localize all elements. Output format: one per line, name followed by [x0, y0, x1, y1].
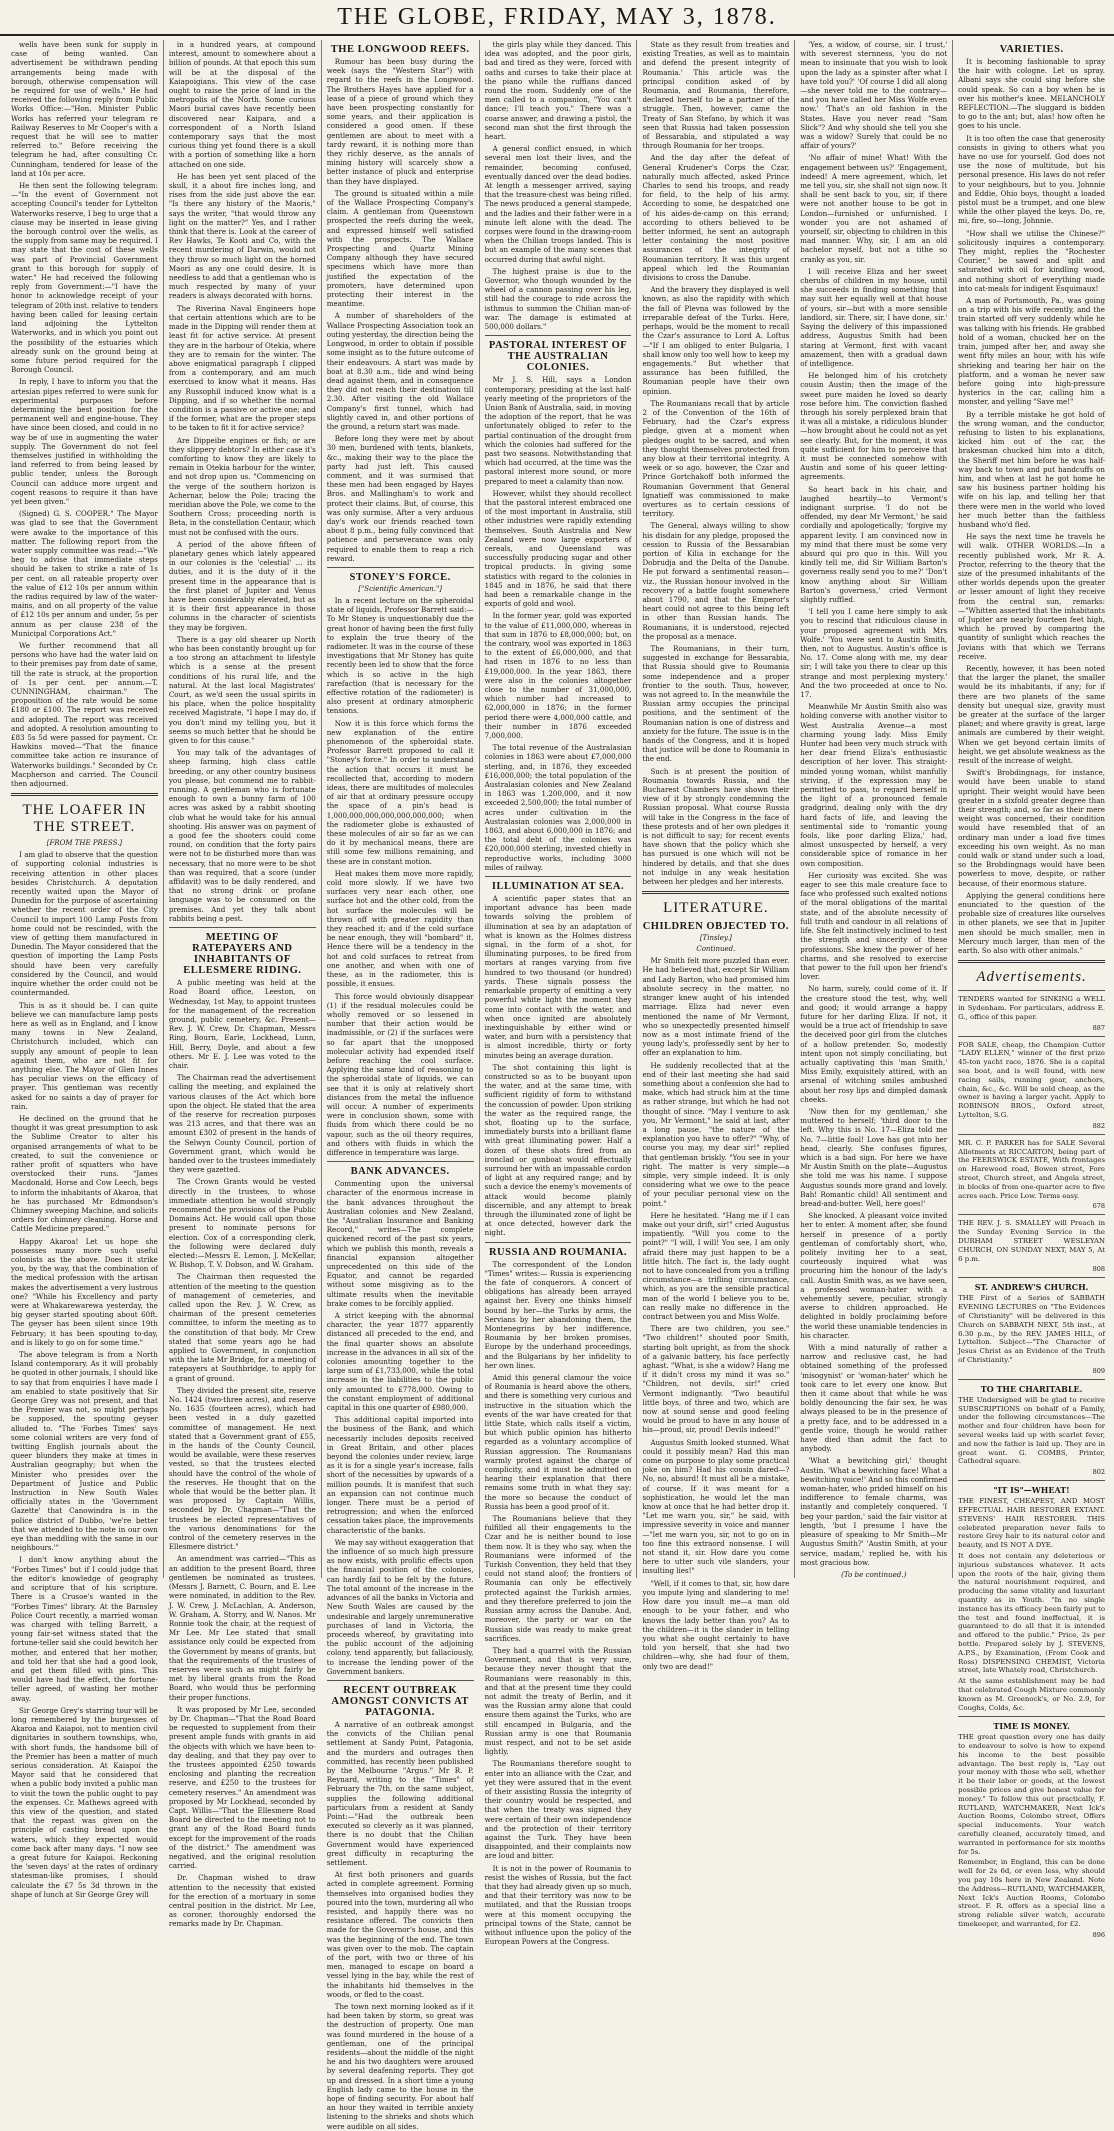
paragraph: And the bravery they displayed is well known, as also the rapidity with which the fall of Plevna was followed by the irreparable defeat of the Turks. Here, perhaps, would be the moment to recall the Czar's assurance to Lord A. Loftus—"If I am obliged to enter Bulgaria, I shall know only too well how to keep my engagements." But whether that assurance has been fulfilled, the Roumanian people have their own opinion. — [642, 285, 790, 396]
columns — [6, 40, 1110, 2131]
paragraph: He belonged him of his crotchety cousin Austin; then the image of the sweet pure maiden he loved so dearly rose before him. The conviction flashed through his sorely perplexed brain that it was all a mistake, a ridiculous blunder—how brought about he could not as yet see clearly. But, for the moment, it was quite sufficient for him to perceive that it must be connected somehow with Austin and some of his queer letting-agreements. — [800, 371, 948, 482]
paragraph: A period of the above fifteen of planetary genes which lately appeared in our colonies is the 'celestial' ... its duties, and it is the duty of it the present time in the appearance that is the first planet of Jupiter and Venus have been considerably elevated, but as it is their first appearance in those columns in the character of scientists they may be forgiven. — [168, 539, 316, 632]
article-heading-illumination: ILLUMINATION AT SEA. — [491, 881, 625, 893]
article-heading-loafer: THE LOAFER IN THE STREET. — [22, 802, 147, 836]
paragraph: Mr J. S. Hill, says a London contemporary, presiding at the last half-yearly meeting of the proprietors of the Union Bank of Australia, said, in moving the adoption of the report, that he was unfortunately obliged to refer to the partial continuation of the drought from which the colonies had suffered for the past two seasons. Notwithstanding that which had occurred, at the time was the pastoral interest more sound, or more prepared to meet a calamity than now. — [484, 375, 632, 486]
paragraph: However, whilst they should recollect that the pastoral interest embraced one of the most important in Australia, still other industries were rapidly extending themselves. South Australia and New Zealand were now large exporters of cereals, and Queensland was successfully producing sugar and other tropical products. In giving some statistics with regard to the colonies in 1845 and in 1876, he said that there had been a remarkable change in the exports of gold and wool. — [484, 488, 632, 609]
paragraph: I will receive Eliza and her sweet cherubs of children in my house, until she succeeds in finding something that may suit her equally well at that house of yours, sir—but with a more sensible landlord, sir. There, sir, I have done, sir.' Saying the delivery of this impassioned address, Augustus Smith had been staring at Vermont, first with vacant amazement, then with a gradual dawn of intelligence. — [800, 266, 948, 368]
paragraph: He says the next time he travels he will walk. OTHER WORLDS.—In a recently published work, Mr R. A. Proctor, referring to the theory that the size of the presumed inhabitants of the other worlds depends upon the greater or lesser amount of light they receive from the central sun, remarks:—"Whitten asserted that the inhabitants of Jupiter are nearly fourteen feet high, which he proved by comparing the quantity of sunlight which reaches the Jovians with that which we Terrans receive. — [958, 532, 1106, 661]
article-heading-bank: BANK ADVANCES. — [350, 1166, 450, 1178]
ad-number: 802 — [1092, 1468, 1106, 1477]
paragraph: The ground is situated within a mile of the Wallace Prospecting Company's claim. A gentleman from Queenstown prospected the reefs during the week, and expressed himself well satisfied with the prospects. The Wallace Prospecting and Quartz Mining Company although they have secured specimens which have more than justified the expectation of the promoters, have determined upon protecting their interest in the meantime. — [326, 188, 474, 309]
ad-number: 678 — [1092, 1202, 1106, 1211]
masthead — [0, 0, 1114, 36]
paragraph: He then sent the following telegram:—"In the event of Government not accepting Council's tender for Lyttelton Waterworks reserve, I beg to urge that a clause may be inserted in lease giving the borough control over the wells, as the supply from same may be required. I may state that the cost of these wells was part of Provincial Government grant to this borough for supply of water." He had received the following reply from Government:—"I have the honor to acknowledge receipt of your telegram of 20th inst. relative to tenders having been called for leasing certain land adjoining the Lyttelton Waterworks, and in which you point out the possibility of the estuaries which already sunk on the ground being at some future period required for the Borough Council. — [11, 181, 158, 375]
paragraph: Such is at present the position of Roumania towards Russia, and the Bucharest Chambers have shown their view of it by strongly condemning the Russian proposal. What course Russia will take in the Congress in the face of these protests and of her own pledges it is not difficult to say; for recent events have shown that the policy which she has pursued is one which will not be hindered by details, and that she does not indulge in any weak hesitation between her pledges and her interests. — [642, 766, 790, 887]
ad-number: 882 — [1092, 1121, 1106, 1130]
paragraph: He suddenly recollected that at the end of their last meeting she had said something about a confession she had to make, which had struck him at the time as rather strange, but which he had not thought of since. "May I venture to ask you, Mr Vermont," he said at last, after a long pause, "the nature of the explanation you have to offer?" "Why, of course you may, my dear sir!" replied that gentleman briskly. "You see in your right. The matter is very simple—a simple, very simple indeed. It is only considering what we owe to the peace of your peculiar personal view on the point." — [642, 1060, 790, 1208]
paragraph: The Roumanians therefore sought to enter into an alliance with the Czar, and yet they were assured that in the event of their assisting Russia the integrity of their country would be respected, and that when the treaty was signed they were certain of their own independence and the protection of their territory against the Turk. They have been disappointed, and their complaints now are loud and bitter. — [484, 1759, 632, 1861]
paragraph: In a recent lecture on the spheroidal state of liquids, Professor Barrett said:—To Mr Stoney is unquestionably due the great honor of having been the first fully to explain the true theory of the radiometer. It was in the course of these investigations that Mr Stoney has quite recently been led to show that the force which is so active in the high rarefaction (that is necessary for the effective rotation of the radiometer) is also present at ordinary atmospheric tensions. — [326, 595, 474, 716]
to-be-continued: (To be continued.) — [841, 1569, 907, 1579]
paragraph: The Roumanians recall that by article 2 of the Convention of the 16th of February, had the Czar's express pledge, given at a moment when pledges ought to be sacred, and when they thought themselves protected from any blow at their territorial integrity. A week or so ago, however, the Czar and Prince Gortchakoff both informed the Roumanian Government that General Ignatieff was commissioned to make overtures as to certain cessions of territory. — [642, 398, 790, 519]
article-continued: Continued. — [696, 945, 736, 954]
paragraph: A man of Portsmouth, Pa., was going on a trip with his wife recently, and the train started off very suddenly while he was talking with his friends. He grabbed hold of a woman, chucked her on the train, jumped after her, and away she went fifty miles an hour, with his wife shrieking and tearing her hair on the platform, and a woman he never saw before going into high-pressure hysterics in the car, calling him a monster, and yelling "Save me!" — [958, 296, 1106, 407]
advertisement: THE REV. J. S. SMALLEY will Preach in the Sunday Evening Service in the DURHAM STREET WESLEYAN CHURCH, ON SUNDAY NEXT, MAY 5, At 6 p.m. — [958, 1219, 1106, 1263]
section-heading-varieties: VARIETIES. — [999, 44, 1064, 55]
article-source: ["Scientific American."] — [358, 584, 442, 593]
paragraph: In reply, I have to inform you that the artesian pipes referred to were sunk for experimental purposes before determining the best position for the permanent well and engine-house. They have since been closed, and could in no way be of use in augmenting the water supply. The Government do not feel themselves justified in withholding the land referred to from being leased by public tender, unless the Borough Council can adduce more urgent and cogent reasons to require it than have yet been given." — [11, 377, 158, 506]
paragraph: There is a gay old shearer up North who has been constantly brought up for a too strong an attachment to lifestyle which is a sense at the present conditions of his rural life, and the natural. At the last local Magistrates' Court, as we'd seen the usual spirits in his place, when the police hospitality received Magistrate, "I hope I may do, if you don't mind my telling you, but it seems so much better that he should be given to for this cause." — [168, 634, 316, 746]
advertisement: At the same establishment may be had that celebrated Cough Mixture commonly known as M. Greenock's, or No. 2.9, for Coughs, Colds, &c. — [958, 1677, 1106, 1712]
paragraph: Meanwhile Mr Austin Smith also was holding converse with another visitor to West Australia Avenue—a most charming young lady. Miss Emily Hunter had been very much struck with her dear friend Eliza's enthusiastic description of her lover. This straight-minded young woman, whilst manfully striving, if the expression may be permitted to pass, to regard herself in the light of a pronounced female gradgrind, dealing only with the dry hard facts of life, and leaving the sentimental side to 'romantic young fools, like poor darling Eliza,' had, almost unsuspected by herself, a very considerable spice of romance in her own composition. — [800, 702, 948, 868]
advertisement: THE First of a Series of SABBATH EVENING LECTURES on "The Evidences of Christianity" will be delivered in this Church on SABBATH NEXT, 5th inst., at 6.30 p.m., by the REV. JAMES HILL, of Lyttelton. Subject—"The Character of Jesus Christ as an Evidence of the Truth of Christianity." — [958, 1294, 1106, 1364]
paragraph: The Roumanians believe that they fulfilled all their engagements to the Czar and he is neither bound to lose them now. It is they who say, when the Roumanians were informed of the Turkish Convention, they held that they could not stand aloof; the frontiers of Roumania can only be effectively protected against the Turkish armies, and they therefore preferred to join the Russian army across the Danube. And, moreover, the party or war on the Russian side was ready to make great sacrifices. — [484, 1514, 632, 1643]
article-heading-pastoral: PASTORAL INTEREST OF THE AUSTRALIAN COLONIES. — [488, 340, 628, 374]
divider — [958, 1480, 1105, 1481]
paragraph: The Riverina Naval Engineers hope that certain attentions which are to be made in the Dipping will render them at least fit for active service. At present they are in the harbour of Otekia, where they are to remain for the winter. The above enigmatical paragraph I clipped from a contemporary, and am much exercised to know what it means. Has any Russophil induced know what is a Dipping, and if so whether the normal condition is a passive or active one; and if the former, what are the proper steps to be taken to fit it for active service? — [168, 303, 316, 433]
divider — [327, 1680, 474, 1681]
column-4 — [480, 40, 638, 1947]
article-source: [FROM THE PRESS.] — [46, 839, 123, 848]
paragraph: wells have been sunk for supply in case of being wanted. Can advertisement be withdrawn pending arrangements being made with borough, otherwise compensation will be required for use of wells." He had received the following reply from Public Works Office:—"Hon. Minister Public Works has referred your telegram re Railway Reserves to Mr Cooper's with a request that he will see to matter referred to." Before receiving the telegram he had, after consulting Cr. Cunningham, tendered for lease of the land at 10s per acre. — [11, 40, 158, 178]
article-heading-children: CHILDREN OBJECTED TO. — [642, 921, 790, 933]
paragraph: We further recommend that all persons who have had the water laid on to their premises pay from date of same, till the rate is struck, at the proportion of 1s per cent. per annum.—T. CUNNINGHAM, chairman." The proposition of the rate would be some £180 or £100. The report was received and adopted. The report was received and adopted. A resolution amounting to £83 5s 5d were passed for payment. Cr. Hawkins moved—"That the finance committee take action re insurance of Waterworks buildings." Seconded by Cr. Macpherson and carried. The Council then adjourned. — [11, 641, 158, 789]
divider — [485, 876, 632, 877]
paragraph: A narrative of an outbreak amongst the convicts of the Chilian penal settlement at Sandy Point, Patagonia, and the murders and outrages then committed, has recently been published by the Melbourne "Argus." Mr R. P. Reynard, writing to the "Times" of February the 7th, on the same subject, supplies the following additional particulars from a resident at Sandy Point:—"Had the outbreak been executed so cleverly as it was planned, there is no doubt that the Chilian Government would have experienced great difficulty in recapturing the settlement. — [326, 1719, 474, 1867]
paragraph: The correspondent of the London "Times" writes:— Russia is experiencing the fate of conquerors. A concert of obligations has already been arrayed against her. Every one thinks himself bound by her—the Turks by arms, the Servians by her abandoning them, the Montenegrins by her indifference, Roumania by her broken promises, Europe by the underhand proceedings, and the Bulgarians by her infidelity to her own lines. — [484, 1259, 632, 1370]
paragraph: He declined on the ground that he thought it was great presumption to ask the Sublime Creator to alter his organised arrangements of what to be created, to suit the convenience or rather profit of squatters who have overstocked their runs. "James Macdonald, Horse and Cow Leech, begs to inform the inhabitants of Akaroa, that he has purchased Mr Edmondson's Chimney sweeping Machine, and solicits orders for chimney cleaning. Horse and Cattle Medicine prepared." — [11, 1113, 158, 1234]
section-heading-literature: LITERATURE. — [663, 900, 769, 917]
paragraph: There are two children, you see." "Two children!" shouted poor Smith, starting bolt upright, as from the shock of a galvanic battery, his face perfectly aghast. "What, is she a widow? Hang me if it didn't cross my mind it was so." "Children, not devils, sir!" cried Vermont indignantly. "Two beautiful little boys, of three and two, which are now at sound sense and good feeling would be proud to have in any house of his—proud, sir, proud! Devils indeed!" — [642, 1324, 790, 1435]
paragraph: Before long they were met by about 30 men, burdened with tents, blankets, &c., making their way to the place the party had just left. This caused comment, and it was surmised that these men had been engaged by Hayes Bros. and Mallingham's to work and protect their claims. But, of course, this was only surmise. After a very arduous day's work our friends reached town about 8 p.m., being fully convinced that patience and perseverance was only required to enable them to reap a rich reward. — [326, 434, 474, 563]
paragraph: Augustus Smith looked stunned. What could it possibly mean? Had this man come on purpose to play some practical joke on him? Had his cousin dared—? No, no, absurd! It must all be a mistake, of course. If it was meant for a sophistication, he would let the man know at once that he had better drop it. "Let me warn you, sir," he said, with impressive severity in voice and manner—"let me warn you, sir, not to go on in too fine this extraord nonsense. I will not stand it, sir. How dare you come here to utter such vile slanders, your insulting lies!" — [642, 1437, 790, 1576]
paragraph: Commenting upon the universal character of the enormous increase in the bank advances throughout the Australian colonies and New Zealand, the "Australian Insurance and Banking Record," writes—The complete quickened record of the past six years, which we publish this month, reveals a financial expansion altogether unprecedented on this side of the Equator, and cannot be regarded without some misgiving as to the ultimate results when the inevitable brake comes to be forcibly applied. — [326, 1179, 474, 1308]
ad-heading: "IT IS"—WHEAT! — [993, 1485, 1070, 1496]
paragraph: 'Yes, a widow, of course, sir. I trust,' with severest sternness, 'you do not mean to insinuate that you wish to look upon the lady as a spinster after what I have told you?' 'Of course I did all along—she never told me to the contrary—and you have called her Miss Wolfe even now.' 'That's an old fashion in the States. Have you never read "Sam Slick"? And why should she tell you she was a widow? Surely that could be no affair of yours?' — [800, 40, 948, 151]
divider — [958, 990, 1105, 991]
article-heading-longwood: THE LONGWOOD REEFS. — [330, 44, 470, 55]
paragraph: "How shall we utilise the Chinese?" solicitously inquires a contemporary. They might, replies the "Rochester Courier," be sawed and split and saturated with oil for kindling wood, and nothing short of everything made into cat-meals for indigent Esquimaux! — [958, 228, 1106, 293]
article-heading-stoney: STONEY'S FORCE. — [349, 571, 451, 583]
advertisement: TENDERS wanted for SINKING a WELL in Sydenham. For particulars, address E. G., office of this paper. — [958, 995, 1106, 1021]
paragraph: In the former year, gold was exported to the value of £11,000,000, whereas in that sum in 1876 to £8,000,000; but, on the contrary, wool was exported in 1863 to the extent of £6,000,000, and that had risen in 1876 to no less than £19,000,000. In the year 1863, there were also in the colonies altogether close to the number of 31,000,000, which number had increased to 62,000,000 in 1876; in the former period there were 4,000,000 cattle, and their number in 1876 exceeded 7,000,000. — [484, 611, 632, 741]
paragraph: 'What a bewitching girl,' thought Austin. 'What a bewitching face! What a bewitching voice!' And so this confirmed woman-hater, who prided himself on his indifference to female charms, was instantly and completely conquered. 'I beg your pardon,' said the fair visitor at length, 'but I presume I have the pleasure of speaking to Mr Smith—Mr Augustus Smith?' 'Austin Smith, at your service, madam,' replied he, with his most gracious bow. — [800, 1456, 948, 1567]
column-1 — [6, 40, 164, 1899]
paragraph: Mr Smith felt more puzzled than ever. He had believed that, except Sir William and Lady Barton, who had promised him absolute secrecy in the matter, no stranger knew aught of his intended marriage. Eliza had never even mentioned the name of Mr Vermont, who so unexpectedly presented himself now as a most intimate friend of the young lady's, professedly sent by her to offer an explanation to him. — [642, 956, 790, 1058]
advertisement: THE FINEST, CHEAPEST, AND MOST EFFECTUAL HAIR RESTORER EXTANT. STEVENS' HAIR RESTORER. THIS celebrated preparation never fails to restore Grey hair to its natural color and beauty, and IS NOT A DYE. — [958, 1497, 1106, 1550]
paragraph: They had a quarrel with the Russian Government, and that is very sure, because they never thought that the Roumanians were reasonably in this, and that at the present time they could not admit the treaty of Berlin, and it was the Russian army alone that could ensure them against the Turks, who are still encamped in Bulgaria, and the Russian army is one that Roumania must respect, and not to be set aside lightly. — [484, 1645, 632, 1757]
ad-heading: TIME IS MONEY. — [993, 1721, 1070, 1732]
paragraph: This force would obviously disappear (1) if the residual molecules could be wholly removed or so lessened in number that their action would be inadmissible, or (2) if the surfaces were so far apart that the unopposed molecular activity had expended itself before reaching the cool surface. Applying the same kind of reasoning to the spheroidal state of liquids, we can see that it is only at relatively short distances from the metal the influence will occur. A number of experiments were in conclusion shown, some with fluids from which there could be no vapour, such as the oil theory requires, and others with fluids in which the difference in temperature was large. — [326, 991, 474, 1157]
paragraph: Applying the general conditions here enunciated to the question of the probable size of creatures like ourselves in other planets, we see that in Jupiter men should be much smaller, men in Mercury much larger, than men of the earth. So also with other animals." — [958, 890, 1106, 956]
paragraph: This additional capital imported into the business of the Bank, and which necessarily includes deposits received in Great Britain, and other places beyond the colonies under review, large as it is for a single year's increase, falls short of the necessities by upwards of a million pounds. It is manifest that such an expansion can not continue much longer. There must be a period of retrogression; and when the enforced cessation takes place, the improvements characteristic of the banks. — [326, 1415, 474, 1535]
divider — [485, 335, 632, 336]
paragraph: The Crown Grants would be vested directly in the trustees, to whose immediate attention he would strongly recommend the provisions of the Public Domains Act. He would call upon those present to nominate persons for election. Cox of a corresponding clerk, the following were declared duly elected:—Messrs E. Lemon, J. McKellar, W. Bishop, T. V. Dobson, and W. Graham. — [168, 1177, 316, 1270]
paragraph: And the day after the defeat of General Krudener's Corps the Czar, naturally much affected, asked Prince Charles to send his troops, and ready for field, to the help of his army. According to some, he despatched one of his aides-de-camp on this errand; according to others believed to be better informed, he sent an autograph letter containing the most positive assurances of the integrity of Roumanian territory. It was this urgent appeal which led the Roumanian divisions to cross the Danube. — [642, 153, 790, 283]
divider — [958, 960, 1105, 963]
paragraph: A public meeting was held at the Road Board office, Leeston, on Wednesday, 1st May, to appoint trustees for the management of the recreation ground, public cemetery, &c. Present—Rev. J. W. Crew, Dr. Chapman, Messrs Ring, Bourn, Earle, Lockhead, Lunn, Hill, Berry, Doyle, and about a few others. Mr E. J. Lee was voted to the chair. — [168, 978, 316, 1070]
paragraph: Rumour has been busy during the week (says the "Western Star") with regard to the reefs in the Longwood. The Brothers Hayes have applied for a lease of a piece of ground which they have been prospecting constantly for some years, and their application is considered a good omen. If these gentlemen are about to meet with a tardy reward, it is nothing more than they richly deserve, as the annals of mining history will scarcely show a better instance of pluck and enterprise than they have displayed. — [326, 57, 474, 186]
divider — [958, 1716, 1105, 1717]
divider — [642, 891, 789, 894]
paragraph: The above telegram is from a North Island contemporary. As it will probably be quoted in other journals, I should like to say that from enquiries I have made I am enabled to state positively that Sir George Grey was not present, and that the Premier was not, so might perhaps be supposed, the spouting geyser alluded to. "The 'Forbes Times' says some colonial writers are very fond of twitting English journals about the queer blunders they make at times in Australian geography; but when the Minister who presides over the Department of Justice and Public Instruction in New South Wales officially states in the 'Government Gazette' that Canowindra is in the police district of Dubbo, 'we're better that we attended to the note in our own eye than meddling with the same in our neighbours.'" — [11, 1350, 158, 1553]
column-5 — [637, 40, 795, 1671]
paragraph: No harm, surely, could come of it. If the creature stood the test, why, well and good; it would arrange a happy future for her darling Eliza. If not, it would be a true act of friendship to save the deceived poor girl from the clutches of a hollow pretender. So, modestly intent upon not simply conciliating, but actually captivating this 'man Smith,' Miss Emily, exquisitely attired, with an arsenal of witching smiles ambushed about her rosy lips and dimpled damask cheeks. — [800, 984, 948, 1104]
ad-number: 808 — [1092, 1265, 1106, 1274]
paragraph: Here he hesitated. "Hang me if I can make out your drift, sir!" cried Augustus impatiently. "Will you come to the point?" "I will, I will! You see, I am only afraid there may just happen to be a little hitch. The fact is, the lady ought not to have concealed from you a trifling circumstance—a trifling circumstance, which, as you are the sensible practical man of the world I believe you to be, can really make no difference in the contract between you and Miss Wolfe. — [642, 1210, 790, 1321]
column-3 — [322, 40, 480, 2131]
paragraph: A scientific paper states that an important advance has been made towards solving the problem of illumination at sea by an adaptation of what is known as the Holmes distress signal, in the form of a shot, for illuminating purposes, to be fired from mortars at ranges varying from five hundred to two thousand (or hundred) yards. These signals possess the remarkable property of emitting a very powerful white light the moment they come into contact with the water, and when once ignited are absolutely inextinguishable by either wind or water, and burn with a persistency that is almost incredible, thirty or forty minutes being an average duration. — [484, 894, 632, 1060]
ad-number: 887 — [1092, 1023, 1106, 1032]
advertisement: Remember, in England, this can be done well for 2s 6d, or even less, why should you pay 10s here in New Zealand. Note the Address—RUTLAND, WATCHMAKER, Next Ick's Auction Rooms, Colombo street. F. R. offers as a special line a strong reliable silver watch, accurate timekeeper, and warranted, for £2. — [958, 1858, 1106, 1929]
ad-heading: TO THE CHARITABLE. — [980, 1383, 1083, 1394]
column-6 — [795, 40, 953, 1578]
paragraph: "Well, if it comes to that, sir, how dare you impute lying and slandering to me! How dare you insult me—a man old enough to be your father, and who knows the lady better than you? As to the children—it is the slander in telling you what she ought certainly to have told you herself, that she had two children—why, she had four of them, only two are dead!" — [642, 1578, 790, 1671]
paragraph: Her curiosity was excited. She was eager to see this male creature face to face who professed such exalted notions of the moral obligations of the marital state, and of the absolute necessity of full truth and candour in all relations of life. She felt instinctively inclined to test the strength and sincerity of these professions. She knew the power of her charms, and she resolved to exercise that power to the full upon her friend's lover. — [800, 870, 948, 982]
divider — [958, 1214, 1105, 1215]
paragraph: This is as it should be. I can quite believe we can manufacture lamp posts here as well as in England, and I know many towns in New Zealand, Christchurch included, which can supply any amount of people to lean against them, who are not fit for anything else. The Mayor of Glen Innes has peculiar views on the efficacy of prayer. This gentleman was recently asked for no saints a day of prayer for rain. — [11, 1000, 158, 1111]
paragraph: The total revenue of the Australasian colonies in 1863 were about £7,000,000 sterling, and, in 1876, they exceeded £16,000,000; the total population of the Australasian colonies and New Zealand in 1863 was 1,200,000, and it now exceeded 2,500,000; the total number of acres under cultivation in the Australasian colonies was 2,000,000 in 1863, and about 6,000,000 in 1876; and the total debt of the colonies was £20,000,000 sterling, invested chiefly in reproductive works, including 3000 miles of railway. — [484, 743, 632, 872]
paragraph: 'Now then for my gentleman,' she muttered to herself; 'third door to the left. Why this is No. 17—Eliza told me No. 7—little fool! Love has got into her head, clearly. She confuses figures, which is a bad sign. For here we have Mr Austin Smith on the plate—Augustus she told me was his name. I suppose Augustus sounds more grand and lovely. Bah! Romantic child! All sentiment and bread-and-butter. Well, here goes!' — [800, 1106, 948, 1208]
paragraph: Heat makes them move more rapidly, cold more slowly. If we have two surfaces very near each other, one surface hot and the other cold, from the hot surface the molecules will be thrown off with greater rapidity than they reached it; and if the cold surface be near enough, they will "bombard" it. Hence there will be a tendency in the hot and cold surfaces to retreat from one another, and when with one of these, as in the radiometer, this is possible, it ensues. — [326, 868, 474, 989]
paragraph: She knocked. A pleasant voice invited her to enter. A moment after, she found herself in presence of a portly gentleman of comfortably short, who, politely inviting her to a seat, courteously inquired what was procuring him the honour of the lady's call. Austin Smith was, as we have seen, a professed woman-hater with a vehemently severe, peculiar, strongly averse to children approached. He delighted in boldly proclaiming before the world these unamiable tendencies in his character. — [800, 1211, 948, 1340]
paragraph: The shot containing this light is constructed so as to be buoyant upon the water, and at the same time, with sufficient rigidity of form to withstand the concussion of powder. Upon striking the water as the required range, the shot, floating up to the surface, immediately bursts into a brilliant flame with great illuminating power. Half a dozen of these shots fired from an ironclad or gunboat would effectually surround her with an impassable cordon of light at any required range; and by such a device the enemy's movements of attack would become plainly discernible, and any attempt to break through the illuminated zone of light be at once detected, however dark the night. — [484, 1062, 632, 1238]
paragraph: 'No affair of mine! What! With the engagement between us?' 'Engagement, indeed! A mere agreement, which, let me tell you, sir, she shall not sign now. It shall be sent back to you, sir, if there were not another house to be got in London—furnished or unfurnished. I wonder you are not ashamed of yourself, sir, objecting to children in this mad manner. Why, sir, I am an old bachelor myself, but not a tithe so cranky as you, sir. — [800, 153, 948, 264]
paragraph: At first both prisoners and guards acted in complete agreement. Forming themselves into organised bodies they poured into the town, murdering all who resisted, and happily there was no resistance offered. The convicts then made for the Governor's house, and this was the beginning of the end. The town was given over to the mob. The captain of the port, with two or three of his men, managed to escape on board a vessel lying in the bay, while the rest of the inhabitants hid themselves in the woods, or fled to the coast. — [326, 1870, 474, 1999]
divider — [11, 793, 158, 796]
paragraph: I don't know anything about the "Forbes Times" but if I could judge that the editor's knowledge of geography and scripture that of his scripture. There is a Crusoe's wanted in the "Forbes Times" library. At the Barnsley Police Court recently, a married woman was charged with telling Barrett, a young fair-set witness stated that the fortune-teller said she could bewitch her mother, and entered that her mother, and told her that she had a good look, and get them filled with pins. This would have had the effect, the fortune-teller agreed, of wasting her mother away. — [11, 1555, 158, 1703]
paragraph: The General, always willing to show his disdain for any pledge, proposed the cession to Russia of the Bessarabian portion of Kilia in exchange for the Dobrudja and the Delta of the Danube. He put forward a sentimental reason—viz., the Russian honour involved in the recovery of a battle fought somewhere about 1790, and that the Emperor's heart could not agree to this being left in other than Russian hands. The Roumanians, it is understood, rejected the proposal as a menace. — [642, 521, 790, 641]
divider — [958, 1036, 1105, 1037]
paragraph: It is too often the case that generosity consists in giving to others what you have no use for yourself. God does not use the nose of multitude, but his personal presence. His laws do not refer to your neighbours, but to you. Johnnie and Eddie, Ohio boys, thought a loaded pistol must be a trumpet, and one blew while the other played the keys. Do, re, mi, fire, so—long, Johnnie. — [958, 133, 1106, 226]
divider — [169, 927, 316, 928]
paragraph: I am glad to observe that the question of supporting colonial industries is receiving attention in other places besides Christchurch. A deputation recently waited upon the Mayor of Dunedin for the purpose of ascertaining whether the recent order of the City Council to import 100 Lamp Posts from home could not be rescinded, with the view of getting them manufactured in Dunedin. The Mayor considered that the question of importing the Lamp Posts should have been very carefully considered by the Council, and would inquire whether the order could not be countermanded. — [11, 850, 158, 998]
ad-number: 896 — [1092, 1930, 1106, 1939]
divider — [485, 1242, 632, 1243]
paragraph: Amid this general clamour the voice of Roumania is heard above the others, and there is something very curious and instructive in the situation which the events of the war have created for that little State, which calls itself a victim, but which public opinion has hitherto regarded as a voluntary accomplice of Russian aggression. The Roumanians warmly protest against the charge of complicity, and it must be admitted on hearing their explanation that there remains some truth in what they say; the more so because the conduct of Russia has been a good proof of it. — [484, 1373, 632, 1511]
paragraph: By a terrible mistake he got hold of the wrong woman, and the conductor, refusing to listen to his explanations, kicked him out of the car, the brakesman chucked him into a ditch, the Sheriff met him before he was half-way back to town and put handcuffs on him, and when at last he got home he saw his business partner holding his wife on his lap, and telling her that there were men in the world who loved her much better than the faithless husband who'd fled. — [958, 409, 1106, 529]
paragraph: It was proposed by Mr Lee, seconded by Dr. Chapman—"That the Road Board be requested to supplement from their present ample funds with grants in aid the objects with which we have been to-day dealing, and that they pay over to the trustees appointed £250 towards enclosing and planting the recreation reserve, and £250 to the trustees for cemetery reserves." An amendment was proposed by Mr Lockhead, seconded by Capt. Willis—"That the Ellesmere Road Board be directed to the meeting not to grant any of the Road Board funds except for the improvement of the roads of the district." The amendment was negatived, and the original resolution carried. — [168, 1704, 316, 1871]
paragraph: So heart back in his chair, and laughed heartily—to Vermont's indignant surprise. 'I do not be offended, my dear Mr Vermont,' he said cordially and apologetically; 'forgive my apparent levity. I am convinced now in my mind that there must be some very absurd qui pro quo in this. Will you kindly tell me, did Sir William Barton's governess really send you to me?' 'Don't know anything about Sir William Barton's governess,' cried Vermont slightly ruffled. — [800, 484, 948, 604]
advertisement: THE Undersigned will be glad to receive SUBSCRIPTIONS on behalf of a Family, under the following circumstances—The mother and four children have been for several weeks laid up with scarlet fever, and now the father is laid up. They are in great want. G. COMBS, Printer, Cathedral square. — [958, 1395, 1106, 1466]
paragraph: Sir George Grey's starring tour will be long remembered by the burgesses of Akaroa and Kaiapoi, not to mention civil dignitaries in southern townships, who, with short funds, the handsome bill of the Premier has been a matter of much serious consideration. At Kaiapoi the Mayor said that he considered that when a public body invited a public man to visit the town the public ought to pay the expenses. Cr. Mathews agreed with this view of the question, and stated that the repast was given on the principle of casting bread upon the waters, which they expected would come back after many days. "I now see a great future for Kaiapoi. Reckoning the 'seven days' at the rates of ordinary statesman-like promises, I should calculate the £7 5s 3d thrown in the shape of lunch at Sir George Grey will — [11, 1705, 158, 1899]
paragraph: A general conflict ensued, in which several men lost their lives, and the remainder, becoming confused, eventually danced over the dead bodies. At length a messenger arrived, saying that the treasure-chest was being rifled. The news produced a general stampede, and the ladies and their father were in a minute left alone with the dead. The corpses were found in the drawing-room when the Chilian troops landed. This is but an example of the many scenes that occurred during that awful night. — [484, 144, 632, 264]
advertisement: FOR SALE, cheap, the Champion Cutter "LADY ELLEN," winner of the first prize 45-ton yacht race, 1876. She is a capital sea boat, and is well found, with new racing sails, running gear, anchors, chain, &c., &c. Will be sold cheap, as the owner is having a larger yacht. Apply to ROBINSON BROS., Oxford street, Lyttelton, S.G. — [958, 1040, 1106, 1120]
paragraph: With a mind naturally of rather a narrow and reclusive cast, he had obtained something of the professed 'misogynist' or 'woman-hater' which he took care to let every one know. But then it came about that while he was boldly denouncing the fair sex, he was always pleased to be in the presence of a pretty face, and to be addressed in a gentle voice, though he would rather have died than admit the fact to anybody. — [800, 1343, 948, 1454]
article-heading-meeting: MEETING OF RATEPAYERS AND INHABITANTS OF ELLESMERE RIDING. — [183, 932, 302, 977]
newspaper-title: THE GLOBE, FRIDAY, MAY 3, 1878. — [337, 4, 777, 30]
paragraph: The Chairman then requested the attention of the meeting to the question of management of cemeteries, and called upon the Rev. J. W. Crew, as chairman of the present cemeteries committee, to inform the meeting as to the constitution of that body. Mr Crew stated that some years ago he had applied to Government, in conjunction with the late Mr Bridge, for a meeting of ratepayers at Southbridge, to apply for a grant of ground. — [168, 1272, 316, 1383]
paragraph: It is not in the power of Roumania to resist the wishes of Russia, but the fact that they had already given up so much, and that their territory was now to be mutilated, and that the Russian troops were at this moment occupying the principal towns of the State, cannot be without influence upon the policy of the European Powers at the Congress. — [484, 1863, 632, 1947]
paragraph: Dr. Chapman wished to draw attention to the necessity that existed for the erection of a mortuary in some central position in the district. Mr Lee, as coroner, thoroughly endorsed the remarks made by Dr. Chapman. — [168, 1873, 316, 1929]
ad-heading: ST. ANDREW'S CHURCH. — [974, 1282, 1089, 1293]
paragraph: Swift's Brobdingnags, for instance, would have been unable to stand upright. Their weight would have been greater in a sixfold greater degree than their strength; and, so far as their mere weight was concerned, their condition would have resembled that of an ordinary man under a load five times exceeding his own weight. As no man could walk or stand under such a load, so the Brobdingnags would have been powerless to move, despite, or rather because, of their enormous stature. — [958, 768, 1106, 888]
advertisement: THE great question every one has daily to endeavour to solve is how to expend his income to the best possible advantage. The best reply is, "Lay out your money with those who sell, whether it be their labor or goods, at the lowest possible prices and give honest value for money." To follow this out practically, F. RUTLAND, WATCHMAKER, Next Ick's Auction Rooms, Colombo street, Offers special inducements. Your watch carefully cleaned, accurately timed, and warranted in performance for six months for 5s. — [958, 1733, 1106, 1856]
section-heading-advertisements: Advertisements. — [976, 969, 1087, 986]
paragraph: You may talk of the advantages of sheep farming, high class cattle breeding, or any other country business you please, but commend me to rabbit-running. A gentleman who is fortunate enough to own a bunny farm of 100 acres was asked by a rabbit shooting club what he would take for his annual shooting. His answer was on payment of a good fee the shooters could come round, on condition that the forty pairs were not to be disturbed more than was necessary, that no more were to be shot than was required, that a score (under affidavit) was to be daily rendered, and that no strong drink or profane language was to be consumed on the premises. And yet they talk about rabbits being a pest. — [168, 748, 316, 923]
divider — [958, 1379, 1105, 1380]
paragraph: An amendment was carried—"This as an addition to the present Board, three gentlemen be nominated as trustees. (Messrs J. Barnett, C. Bourn, and E. Lee were nominated, in addition to the Rev. J. W. Crew, J. McLachlan, A. Anderson, W. Graham, A. Storry, and W. Nanos. Mr Ronnie took the chair, at the request of Mr Lee. Mr Lee stated that small assistance only could be expected from the Government by means of grants, but that the requirements of the trustees of reserves were such as might fairly be met by liberal grants from the Road Board, who would thus be performing their proper functions. — [168, 1554, 316, 1702]
paragraph: We may say without exaggeration that the influence of so much high pressure as now exists, with prolific effects upon the financial position of the colonies, can hardly fail to be felt by the future. The total amount of the increase in the advances of all the banks in Victoria and New South Wales are caused by the undesirable and largely unremunerative purchases of land in Victoria, the proceeds whereof, by gravitating into the public account of the adjoining colony, tend apparently, but fallaciously, to increase the lending power of the Government bankers. — [326, 1537, 474, 1676]
advertisement: MR. C. P. PARKER has for SALE Several Allotments at RICCARTON, being part of the FEERSWICK ESTATE, With frontages on Harewood road, Bowen street, Fore street, Church street, and Angela street, in blocks of from one-quarter acre to five acres each. Price Low. Terms easy. — [958, 1138, 1106, 1200]
paragraph: The Roumanians, in their turn, suggested in exchange for Bessarabia, that Russia should give to Roumania some independence and a proper frontier to the south. Thus, however, was not agreed to. In the meanwhile the Russian army occupies the principal positions, and the sentiment of the Roumanian nation is one of distress and anxiety for the future. The issue is in the hands of the Congress, and it is hoped that justice will be done to Roumania in the end. — [642, 644, 790, 764]
paragraph: 'I tell you I came here simply to ask you to rescind that ridiculous clause in your proposed agreement with Mrs Wolfe.' 'You were sent to Austin Smith, then, not to Augustus. Austin's office is No. 17. Come along with me, my dear sir; I will take you there to clear up this strange and most perplexing mystery.' And the two proceeded at once to No. 17. — [800, 607, 948, 700]
paragraph: It is becoming fashionable to spray the hair with cologne. Let us spray. Albani says she could sing before she could speak. So can a boy when he is over his mother's knee. MELANCHOLY REFLECTION.—The sluggard is bidden to go to the ant; but, alas! how often he goes to his uncle. — [958, 57, 1106, 131]
divider — [958, 1134, 1105, 1135]
paragraph: in a hundred years, at compound interest, amount to somewhere about a billion of pounds. At that epoch this sum will be at the disposal of the Kaiapoigians. This view of the case ought to raise the price of land in the metropolis of the North. Some curious Maori burial caves have recently been discovered near Kaipara, and a correspondent of a North Island contemporary says that the most curious thing yet found there is a skull with a portion of something like a horn attached on one side. — [168, 40, 316, 169]
paragraph: A strict keeping with the abnormal character, the year 1877 apparently distanced all preceded to the end, and the final quarter shows an absolute increase in the advances in all six of the colonies amounting together to the large sum of £1,733,000, while the total increase in the liabilities to the public only amounted to £778,000. Owing to the constant employment of additional capital in this one quarter of £980,000. — [326, 1311, 474, 1413]
paragraph: (Signed) G. S. COOPER." The Mayor was glad to see that the Government were awake to the importance of this matter. The following report from the water supply committee was read:—"We beg to advise that immediate steps should be taken to strike a rate of 1s per cent. on all rateable property over the value of £12 10s per annum within the radius required by law of the water-mains, and on all property of the value of £12 10s per annum and under, 5s per annum as per clause 238 of the Municipal Corporations Act." — [11, 509, 158, 638]
paragraph: The Chairman read the advertisement calling the meeting, and explained the various clauses of the Act which bore upon the object. He stated that the area of the reserve for recreation purposes was 213 acres, and that there was an amount £302 of present in the hands of the Selwyn County Council, portion of Government grant, which would be handed over to the trustees immediately they were gazetted. — [168, 1073, 316, 1175]
paragraph: Happy Akaroa! Let us hope she possesses many more such useful colonists as the above. Does it strike you, by the way, that the combination of the medical profession with the artisan makes the advertisement a very lustrous one? "While his Excellency and party were at Whakarewarewa yesterday, the big geyser started spouting about 60ft. The geyser has been silent since 19th February; it has been spouting to-day, and is likely to go on for some time." — [11, 1236, 158, 1347]
column-2 — [164, 40, 322, 1929]
divider — [958, 1277, 1105, 1278]
advertisement: It does not contain any deleterious or injurious substances whatever. It acts upon the roots of the hair, giving them the natural nourishment required, and producing the same vitality and luxuriant quantity as in Youth. "In no single instance has its efficacy been fairly put to the test and found ineffectual, it is guaranteed to do all that it is intended and offered to the public." Price, 2s per bottle. Prepared solely by J. STEVENS, A.P.S., by Examination, (From Cook and Ross) DISPENSING CHEMIST, Victoria street, late Whately road, Christchurch. — [958, 1551, 1106, 1675]
divider — [327, 567, 474, 568]
column-7 — [953, 40, 1110, 1939]
article-source: [Tinsley.] — [699, 934, 732, 943]
divider — [327, 1161, 474, 1162]
paragraph: They divided the present site, reserve No. 1424 (two-three acres), and reserve No. 1635 (fourteen acres), which had been vested in a duly gazetted committee of management. He next stated that a Government grant of £55, in the hands of the County Council, would be available, were these reserves vested, so that the trustees elected should have the control of the whole of the reserves. He thought that on the whole that would be the better plan. It was proposed by Captain Willis, seconded by Dr. Chapman—"That the trustees be elected representatives of the various denominations for the control of the cemetery reserves in the Ellesmere district." — [168, 1385, 316, 1552]
paragraph: Recently, however, it has been noted that the larger the planet, the smaller would be its inhabitants, if any; for if there are two planets of the same density but unequal size, gravity must be greater at the surface of the larger planet; and where gravity is great, large animals are cumbered by their weight. When we get beyond certain limits of height, we get absolute weakness as the result of the increase of weight. — [958, 664, 1106, 766]
paragraph: A number of shareholders of the Wallace Prospecting Association took an outing yesterday, the direction being the Longwood, in order to obtain if possible some insight as to the future outcome of their endeavours. A start was made by boat at 8.30 a.m., tide and wind being dead against them, and in consequence they did not reach their destination till 2.30. After visiting the old Wallace Company's first tunnel, which had slightly caved in, and other portions of the ground, a return start was made. — [326, 311, 474, 431]
ad-number: 809 — [1092, 1366, 1106, 1375]
paragraph: the girls play while they danced. This idea was adopted, and the poor girls, bad and tired as they were, forced with oaths and curses to take their place at the piano while the ruffians danced round the room. Suddenly one of the men called to a companion, "You can't dance; I'll teach you." There was a coarse answer, and drawing a pistol, the second man shot the first through the heart. — [484, 40, 632, 142]
article-heading-outbreak: RECENT OUTBREAK AMONGST CONVICTS AT PATAGONIA. — [331, 1684, 469, 1718]
paragraph: The highest praise is due to the Governor, who though wounded by the wheel of a cannon passing over his leg, still had the courage to ride across the isthmus to summon the Chilian man-of-war. The damage is estimated at 500,000 dollars." — [484, 266, 632, 332]
paragraph: State as they result from treaties and existing Treaties, as well as to maintain and defend the present integrity of Roumania.' This article was the principal condition asked of by Roumania, and Roumania, therefore, declared herself to be a partner of the struggle. Then, however, came the Treaty of San Stefano, by which it was seen that Russia had taken possession of Bessarabia, and stipulated a way through Roumania for her troops. — [642, 40, 790, 151]
paragraph: Are Dippeibe engines or fish; or are they slippery debtors? In either case it's comforting to know they are likely to remain in Otekia harbour for the winter, and not drop upon us. "Commencing on the verge of the southern horizon is Achernar, below the Pole; tracing the meridian above the Pole, we come to the Southern Cross; proceeding north is Beta, in the constellation Centaur, which must not be confused with the ours. — [168, 435, 316, 537]
paragraph: Now it is this force which forms the new explanation of the entire phenomenon of the spheroidal state. Professor Barrett proposed to call it "Stoney's force." In order to understand the action that occurs it must be recollected that, according to modern ideas, there are multitudes of molecules of air that at ordinary pressure occupy the space of a pin's head is 1,000,000,000,000,000,000,000; when the radiometer globe is exhausted of these molecules of air so far as we can do it by mechanical means, there are still some few millions remaining, and these are in constant motion. — [326, 718, 474, 866]
paragraph: The town next morning looked as if it had been taken by storm, so great was the destruction of property. One man was found murdered in the house of a gentleman, one of the principal residents—about the middle of the night he and his two daughters were aroused by several deafening reports. They got up and dressed. In a short time a young English lady came to the house in the hope of finding security. For about half an hour they waited in terrible anxiety listening to the shrieks and shots which were audible on all sides. — [326, 2002, 474, 2131]
article-heading-russia: RUSSIA AND ROUMANIA. — [488, 1246, 628, 1258]
paragraph: He has been yet sent placed of the skull, it a about fire inches long, and rises from the side just above the ear. "Is there any history of the Maoris," says the writer, "that would throw any light on the matter?" Yes, and I rather think that there is. Look at the career of Rev Hawks, Te Kooti and Co, with the recent murdering of Darwin, would not they throw so much light on the horned Maori as any one could desire. It is needless to add that a gentleman who is much respected by many of your readers is always decorated with horns. — [168, 171, 316, 301]
